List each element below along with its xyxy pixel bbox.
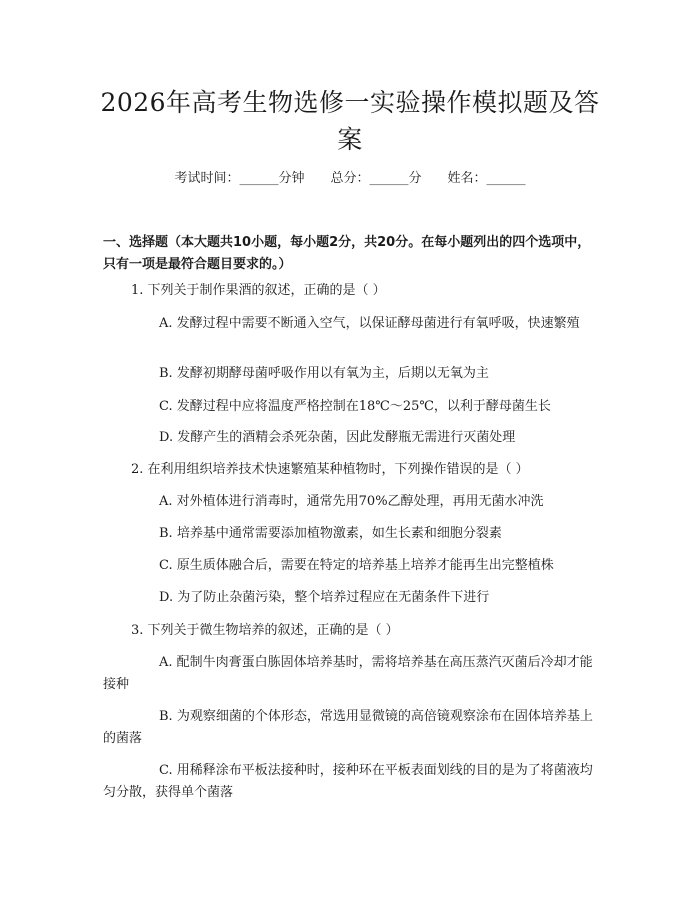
exam-info-line: 考试时间：______分钟 总分：______分 姓名：______ (174, 171, 526, 186)
page-title: 2026年高考生物选修一实验操作模拟题及答案 (100, 88, 600, 154)
question-3-stem: 3. 下列关于微生物培养的叙述，正确的是（ ） (131, 623, 399, 638)
question-1-option-d: D. 发酵产生的酒精会杀死杂菌，因此发酵瓶无需进行灭菌处理 (159, 430, 516, 445)
section-heading: 一、选择题（本大题共10小题，每小题2分，共20分。在每小题列出的四个选项中，只有一项是最符合题目要求的。） (103, 235, 591, 272)
question-3-option-a: A. 配制牛肉膏蛋白胨固体培养基时，需将培养基在高压蒸汽灭菌后冷却才能接种 (103, 655, 593, 692)
question-3-option-b: B. 为观察细菌的个体形态，常选用显微镜的高倍镜观察涂布在固体培养基上的菌落 (103, 709, 593, 746)
question-3-option-c: C. 用稀释涂布平板法接种时，接种环在平板表面划线的目的是为了将菌液均匀分散，获得单个菌落 (103, 763, 593, 800)
question-1-option-b: B. 发酵初期酵母菌呼吸作用以有氧为主，后期以无氧为主 (159, 366, 489, 381)
question-2-option-b: B. 培养基中通常需要添加植物激素，如生长素和细胞分裂素 (159, 526, 502, 541)
question-1-option-c: C. 发酵过程中应将温度严格控制在18℃～25℃，以利于酵母菌生长 (159, 399, 551, 414)
question-1-option-a: A. 发酵过程中需要不断通入空气，以保证酵母菌进行有氧呼吸，快速繁殖 (159, 316, 580, 331)
question-2-option-d: D. 为了防止杂菌污染，整个培养过程应在无菌条件下进行 (159, 590, 490, 605)
question-2-stem: 2. 在利用组织培养技术快速繁殖某种植物时，下列操作错误的是（ ） (131, 462, 529, 477)
question-2-option-a: A. 对外植体进行消毒时，通常先用70%乙醇处理，再用无菌水冲洗 (159, 494, 544, 509)
question-1-stem: 1. 下列关于制作果酒的叙述，正确的是（ ） (131, 283, 386, 298)
question-2-option-c: C. 原生质体融合后，需要在特定的培养基上培养才能再生出完整植株 (159, 558, 554, 573)
